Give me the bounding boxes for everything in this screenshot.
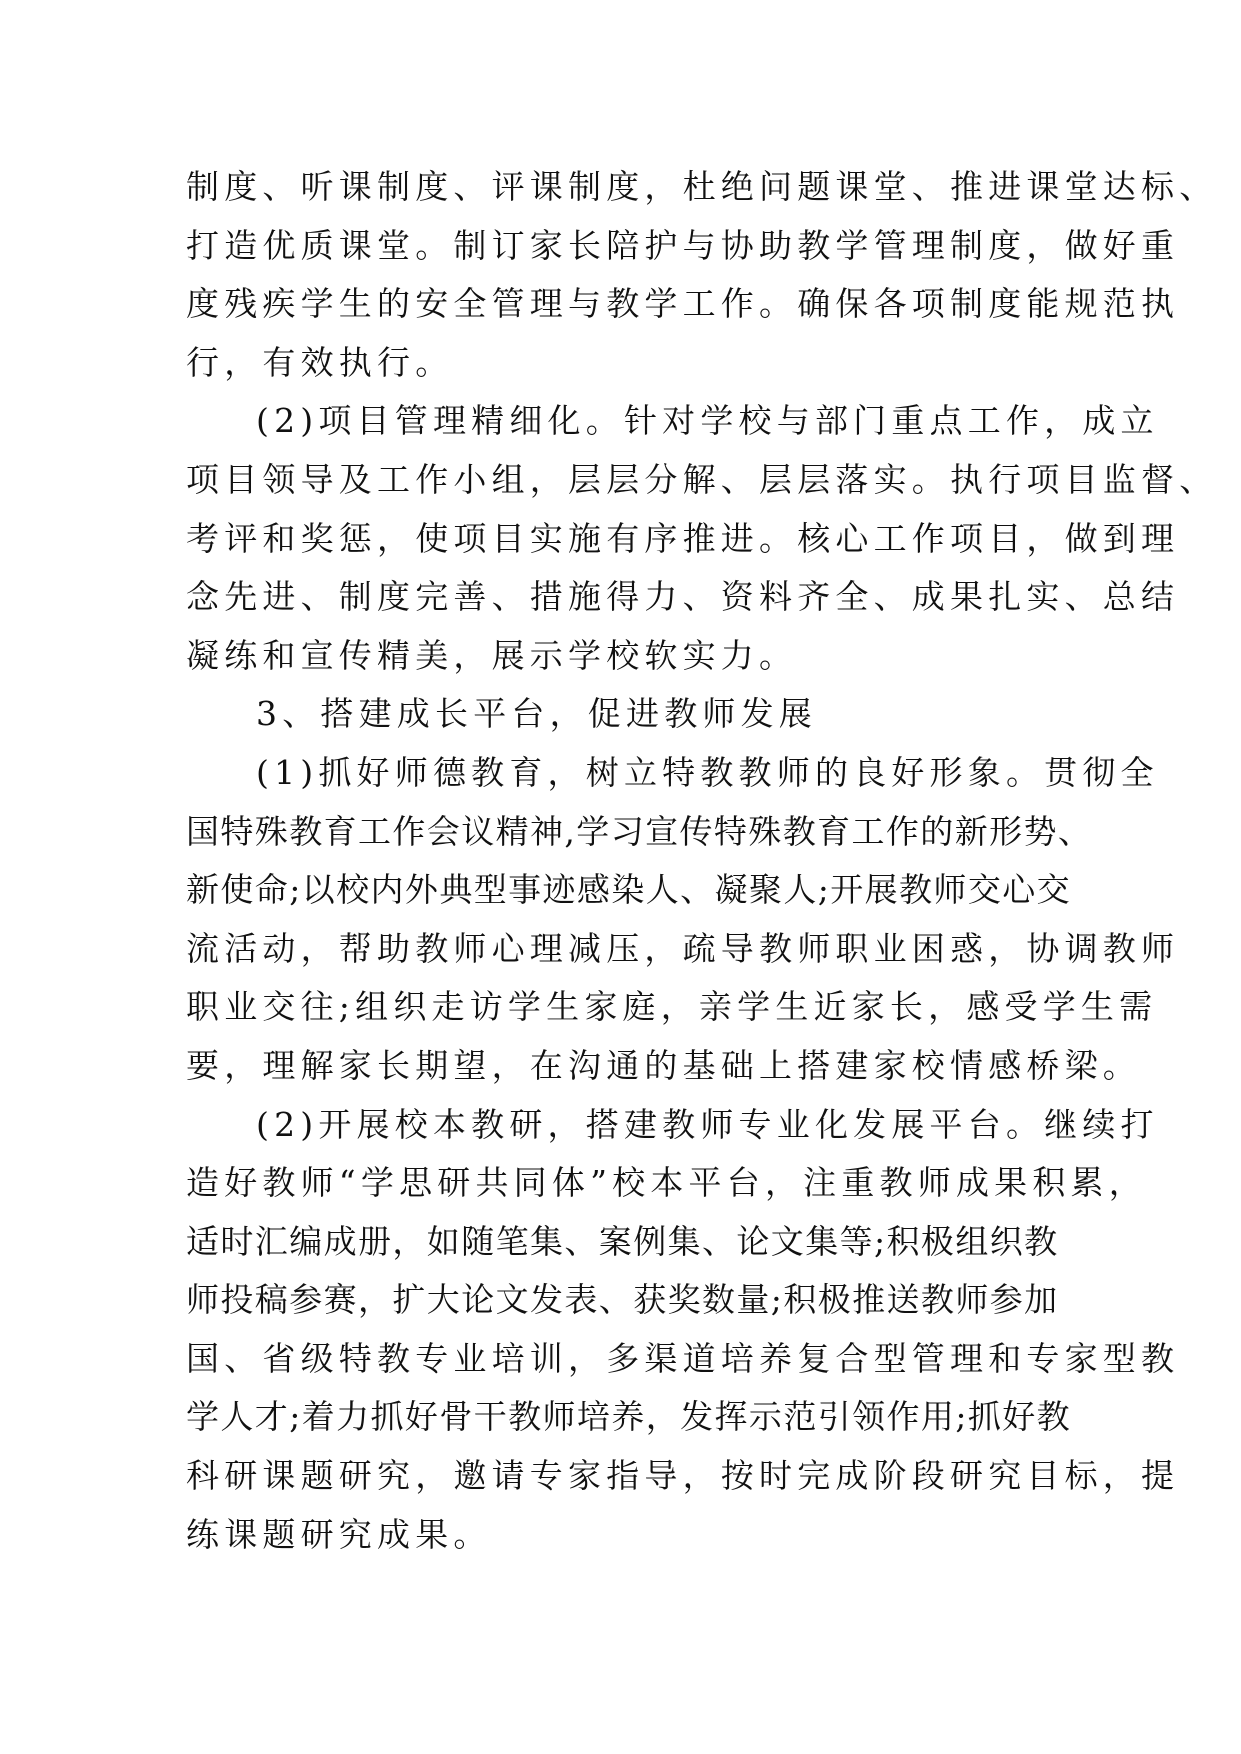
text-line-18: 造好教师“学思研共同体”校本平台，注重教师成果积累， [186, 1163, 1147, 1203]
text-line-23: 科研课题研究，邀请专家指导，按时完成阶段研究目标，提 [186, 1456, 1180, 1496]
text-line-15: 职业交往;组织走访学生家庭，亲学生近家长，感受学生需 [186, 987, 1158, 1027]
text-line-1: 制度、听课制度、评课制度，杜绝问题课堂、推进课堂达标、 [186, 167, 1218, 206]
text-line-19: 适时汇编成册，如随笔集、案例集、论文集等;积极组织教 [186, 1221, 1059, 1261]
text-line-7: 考评和奖惩，使项目实施有序推进。核心工作项目，做到理 [186, 518, 1180, 558]
text-line-21: 国、省级特教专业培训，多渠道培养复合型管理和专家型教 [186, 1338, 1180, 1378]
paragraph-item-2-heading: (2)项目管理精细化。针对学校与部门重点工作，成立 [256, 401, 1159, 441]
text-line-3: 度残疾学生的安全管理与教学工作。确保各项制度能规范执 [186, 284, 1180, 324]
text-line-9: 凝练和宣传精美，展示学校软实力。 [186, 635, 798, 675]
text-line-6: 项目领导及工作小组，层层分解、层层落实。执行项目监督、 [186, 459, 1218, 499]
text-line-8: 念先进、制度完善、措施得力、资料齐全、成果扎实、总结 [186, 577, 1180, 617]
paragraph-item-2b-heading: (2)开展校本教研，搭建教师专业化发展平台。继续打 [256, 1104, 1159, 1144]
text-line-24: 练课题研究成果。 [186, 1514, 492, 1554]
document-body [186, 158, 1218, 1564]
text-line-2: 打造优质课堂。制订家长陪护与协助教学管理制度，做好重 [186, 225, 1180, 265]
paragraph-item-1-heading: (1)抓好师德教育，树立特教教师的良好形象。贯彻全 [256, 752, 1159, 792]
text-line-12: 国特殊教育工作会议精神,学习宣传特殊教育工作的新形势、 [186, 811, 1093, 851]
text-line-13: 新使命;以校内外典型事迹感染人、凝聚人;开展教师交心交 [186, 870, 1072, 910]
section-heading-3: 3、搭建成长平台，促进教师发展 [256, 694, 817, 734]
text-line-4: 行，有效执行。 [186, 342, 454, 382]
text-line-16: 要，理解家长期望，在沟通的基础上搭建家校情感桥梁。 [186, 1045, 1141, 1085]
text-line-20: 师投稿参赛，扩大论文发表、获奖数量;积极推送教师参加 [186, 1280, 1059, 1320]
text-line-22: 学人才;着力抓好骨干教师培养，发挥示范引领作用;抓好教 [186, 1397, 1072, 1437]
text-line-14: 流活动，帮助教师心理减压，疏导教师职业困惑，协调教师 [186, 928, 1180, 968]
